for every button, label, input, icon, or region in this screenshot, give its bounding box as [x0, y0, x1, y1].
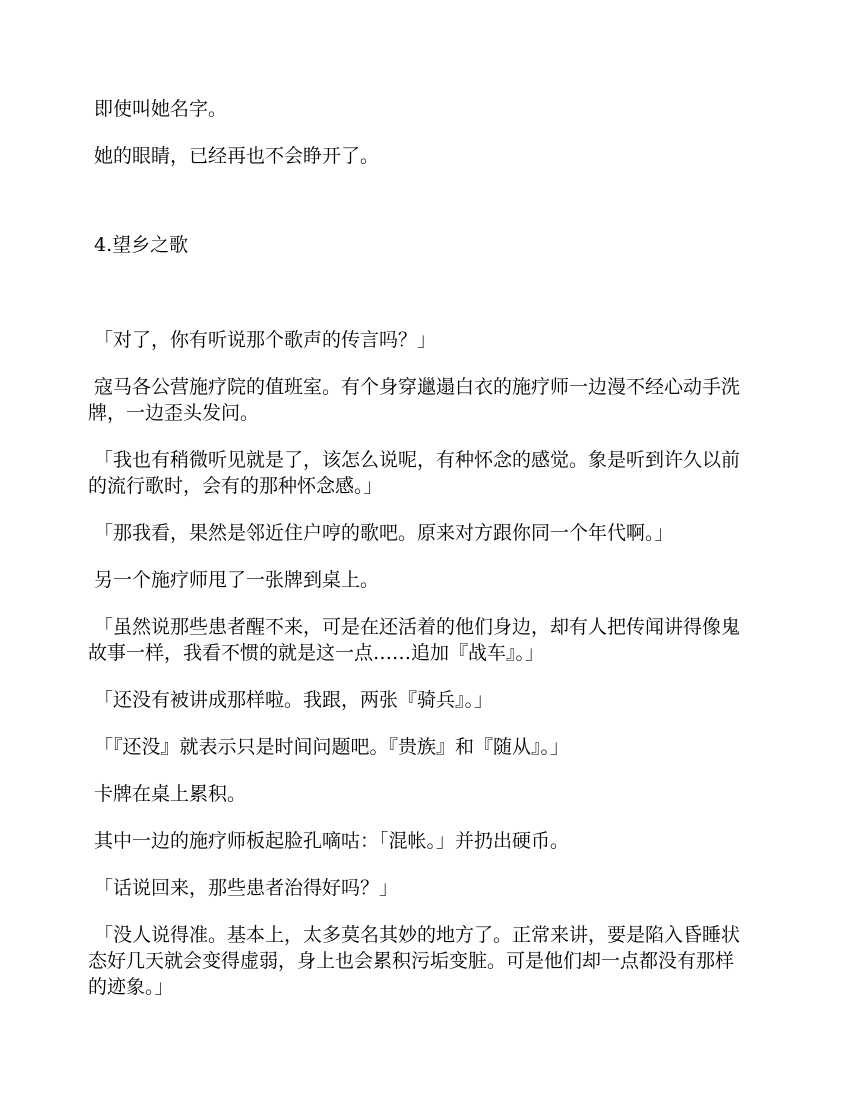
paragraph: 「我也有稍微听见就是了，该怎么说呢，有种怀念的感觉。象是听到许久以前的流行歌时，会有的那种怀念感。」: [88, 449, 741, 497]
paragraph: 「对了，你有听说那个歌声的传言吗？」: [88, 329, 437, 351]
paragraph: 其中一边的施疗师板起脸孔嘀咕：「混帐。」并扔出硬币。: [88, 830, 570, 852]
paragraph: 即使叫她名字。: [88, 98, 228, 120]
paragraph: 「『还没』就表示只是时间问题吧。『贵族』和『随从』。」: [88, 736, 570, 758]
paragraph: 「话说回来，那些患者治得好吗？」: [88, 877, 399, 899]
paragraph: 「虽然说那些患者醒不来，可是在还活着的他们身边，却有人把传闻讲得像鬼故事一样，我看不惯的就是这一点……追加『战车』。」: [88, 616, 741, 664]
paragraph: 她的眼睛，已经再也不会睁开了。: [88, 145, 380, 167]
paragraph: 卡牌在桌上累积。: [88, 783, 247, 805]
paragraph: 「没人说得准。基本上，太多莫名其妙的地方了。正常来讲，要是陷入昏睡状态好几天就会变得虚弱，身上也会累积污垢变脏。可是他们却一点都没有那样的迹象。」: [88, 924, 741, 998]
paragraph: 「还没有被讲成那样啦。我跟，两张『骑兵』。」: [88, 689, 494, 711]
paragraph: 另一个施疗师甩了一张牌到桌上。: [88, 569, 380, 591]
section-heading: 4.望乡之歌: [88, 234, 189, 256]
paragraph: 「那我看，果然是邻近住户哼的歌吧。原来对方跟你同一个年代啊。」: [88, 522, 674, 544]
paragraph: 寇马各公营施疗院的值班室。有个身穿邋遢白衣的施疗师一边漫不经心动手洗牌，一边歪头发问。: [88, 376, 741, 424]
document-page: [88, 96, 752, 1000]
